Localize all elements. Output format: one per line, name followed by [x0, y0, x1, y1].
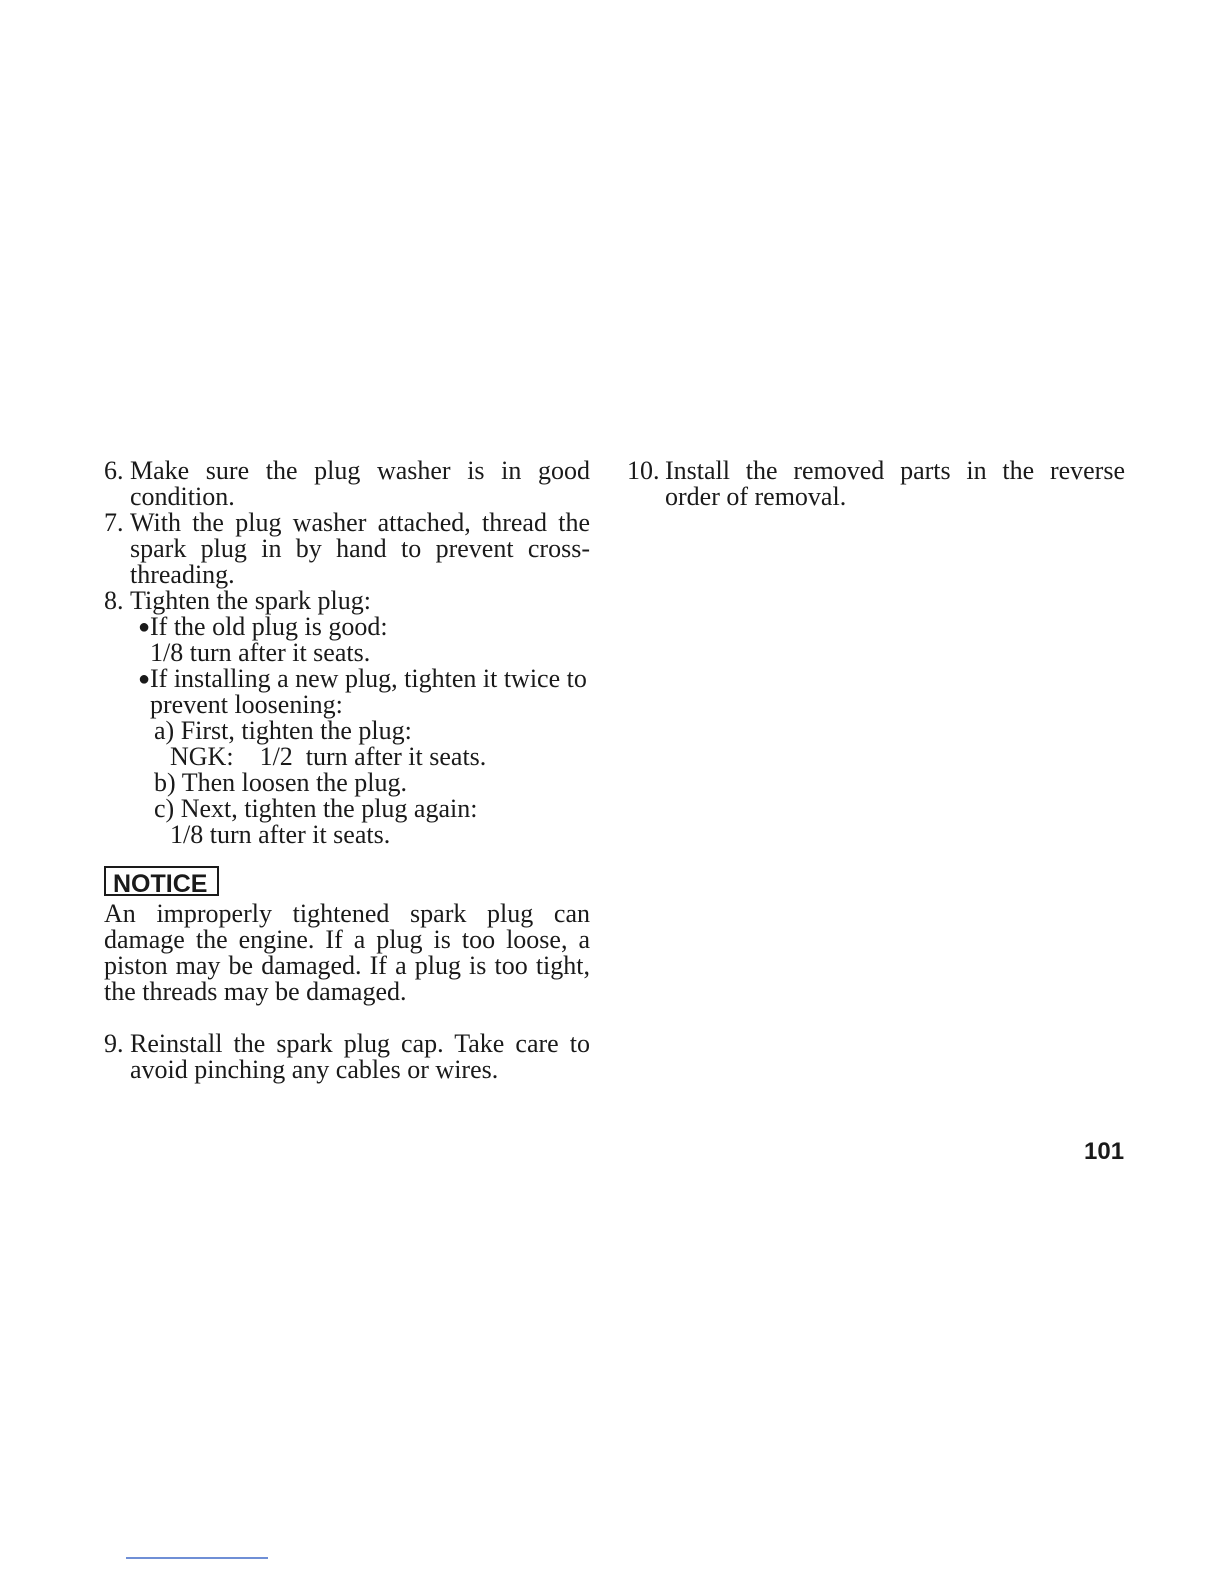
bullet-old-plug-text: If the old plug is good: — [150, 612, 388, 641]
step-9-text: Reinstall the spark plug cap. Take care to avoid pinching any cables or wires. — [130, 1029, 590, 1084]
step-8-number: 8. — [104, 586, 124, 615]
bullet-old-plug-detail: 1/8 turn after it seats. — [150, 638, 371, 667]
step-9-number: 9. — [104, 1029, 124, 1058]
bullet-dot-icon: ● — [138, 668, 151, 690]
page-number: 101 — [1084, 1138, 1125, 1165]
bullet-new-plug-text: If installing a new plug, tighten it twice to prevent loosening: — [150, 664, 587, 719]
step-9 — [104, 1031, 590, 1083]
step-8-bullet-new-plug — [138, 666, 590, 718]
step-10-number: 10. — [627, 456, 660, 485]
sub-step-a-spec — [170, 744, 590, 770]
step-8 — [104, 588, 590, 614]
footer-rule — [126, 1557, 268, 1559]
sub-step-c: c) Next, tighten the plug again: — [154, 794, 478, 823]
step-8-details — [138, 614, 590, 848]
sub-step-c-detail: 1/8 turn after it seats. — [170, 820, 391, 849]
sub-step-b: b) Then loosen the plug. — [154, 768, 407, 797]
left-column — [104, 458, 590, 1083]
step-8-text: Tighten the spark plug: — [130, 586, 371, 615]
step-8-bullet-old-plug — [138, 614, 590, 640]
step-7 — [104, 510, 590, 588]
bullet-dot-icon: ● — [138, 616, 151, 638]
sub-step-a: a) First, tighten the plug: — [154, 716, 412, 745]
step-10 — [627, 458, 1125, 510]
step-10-text: Install the removed parts in the reverse order of removal. — [665, 456, 1125, 511]
spec-unit: turn after it seats. — [305, 742, 487, 771]
step-7-number: 7. — [104, 508, 124, 537]
notice-text: An improperly tightened spark plug can damage the engine. If a plug is too loose, a piston may be damaged. If a plug is too tight, the threads may be damaged. — [104, 899, 590, 1006]
step-7-text: With the plug washer attached, thread the spark plug in by hand to prevent cross-threading. — [130, 508, 590, 589]
step-6-number: 6. — [104, 456, 124, 485]
spec-brand: NGK: — [170, 742, 234, 771]
spec-amount: 1/2 — [259, 742, 293, 771]
right-column — [627, 458, 1125, 510]
notice-label: NOTICE — [104, 866, 219, 896]
step-6-text: Make sure the plug washer is in good condition. — [130, 456, 590, 511]
step-6 — [104, 458, 590, 510]
